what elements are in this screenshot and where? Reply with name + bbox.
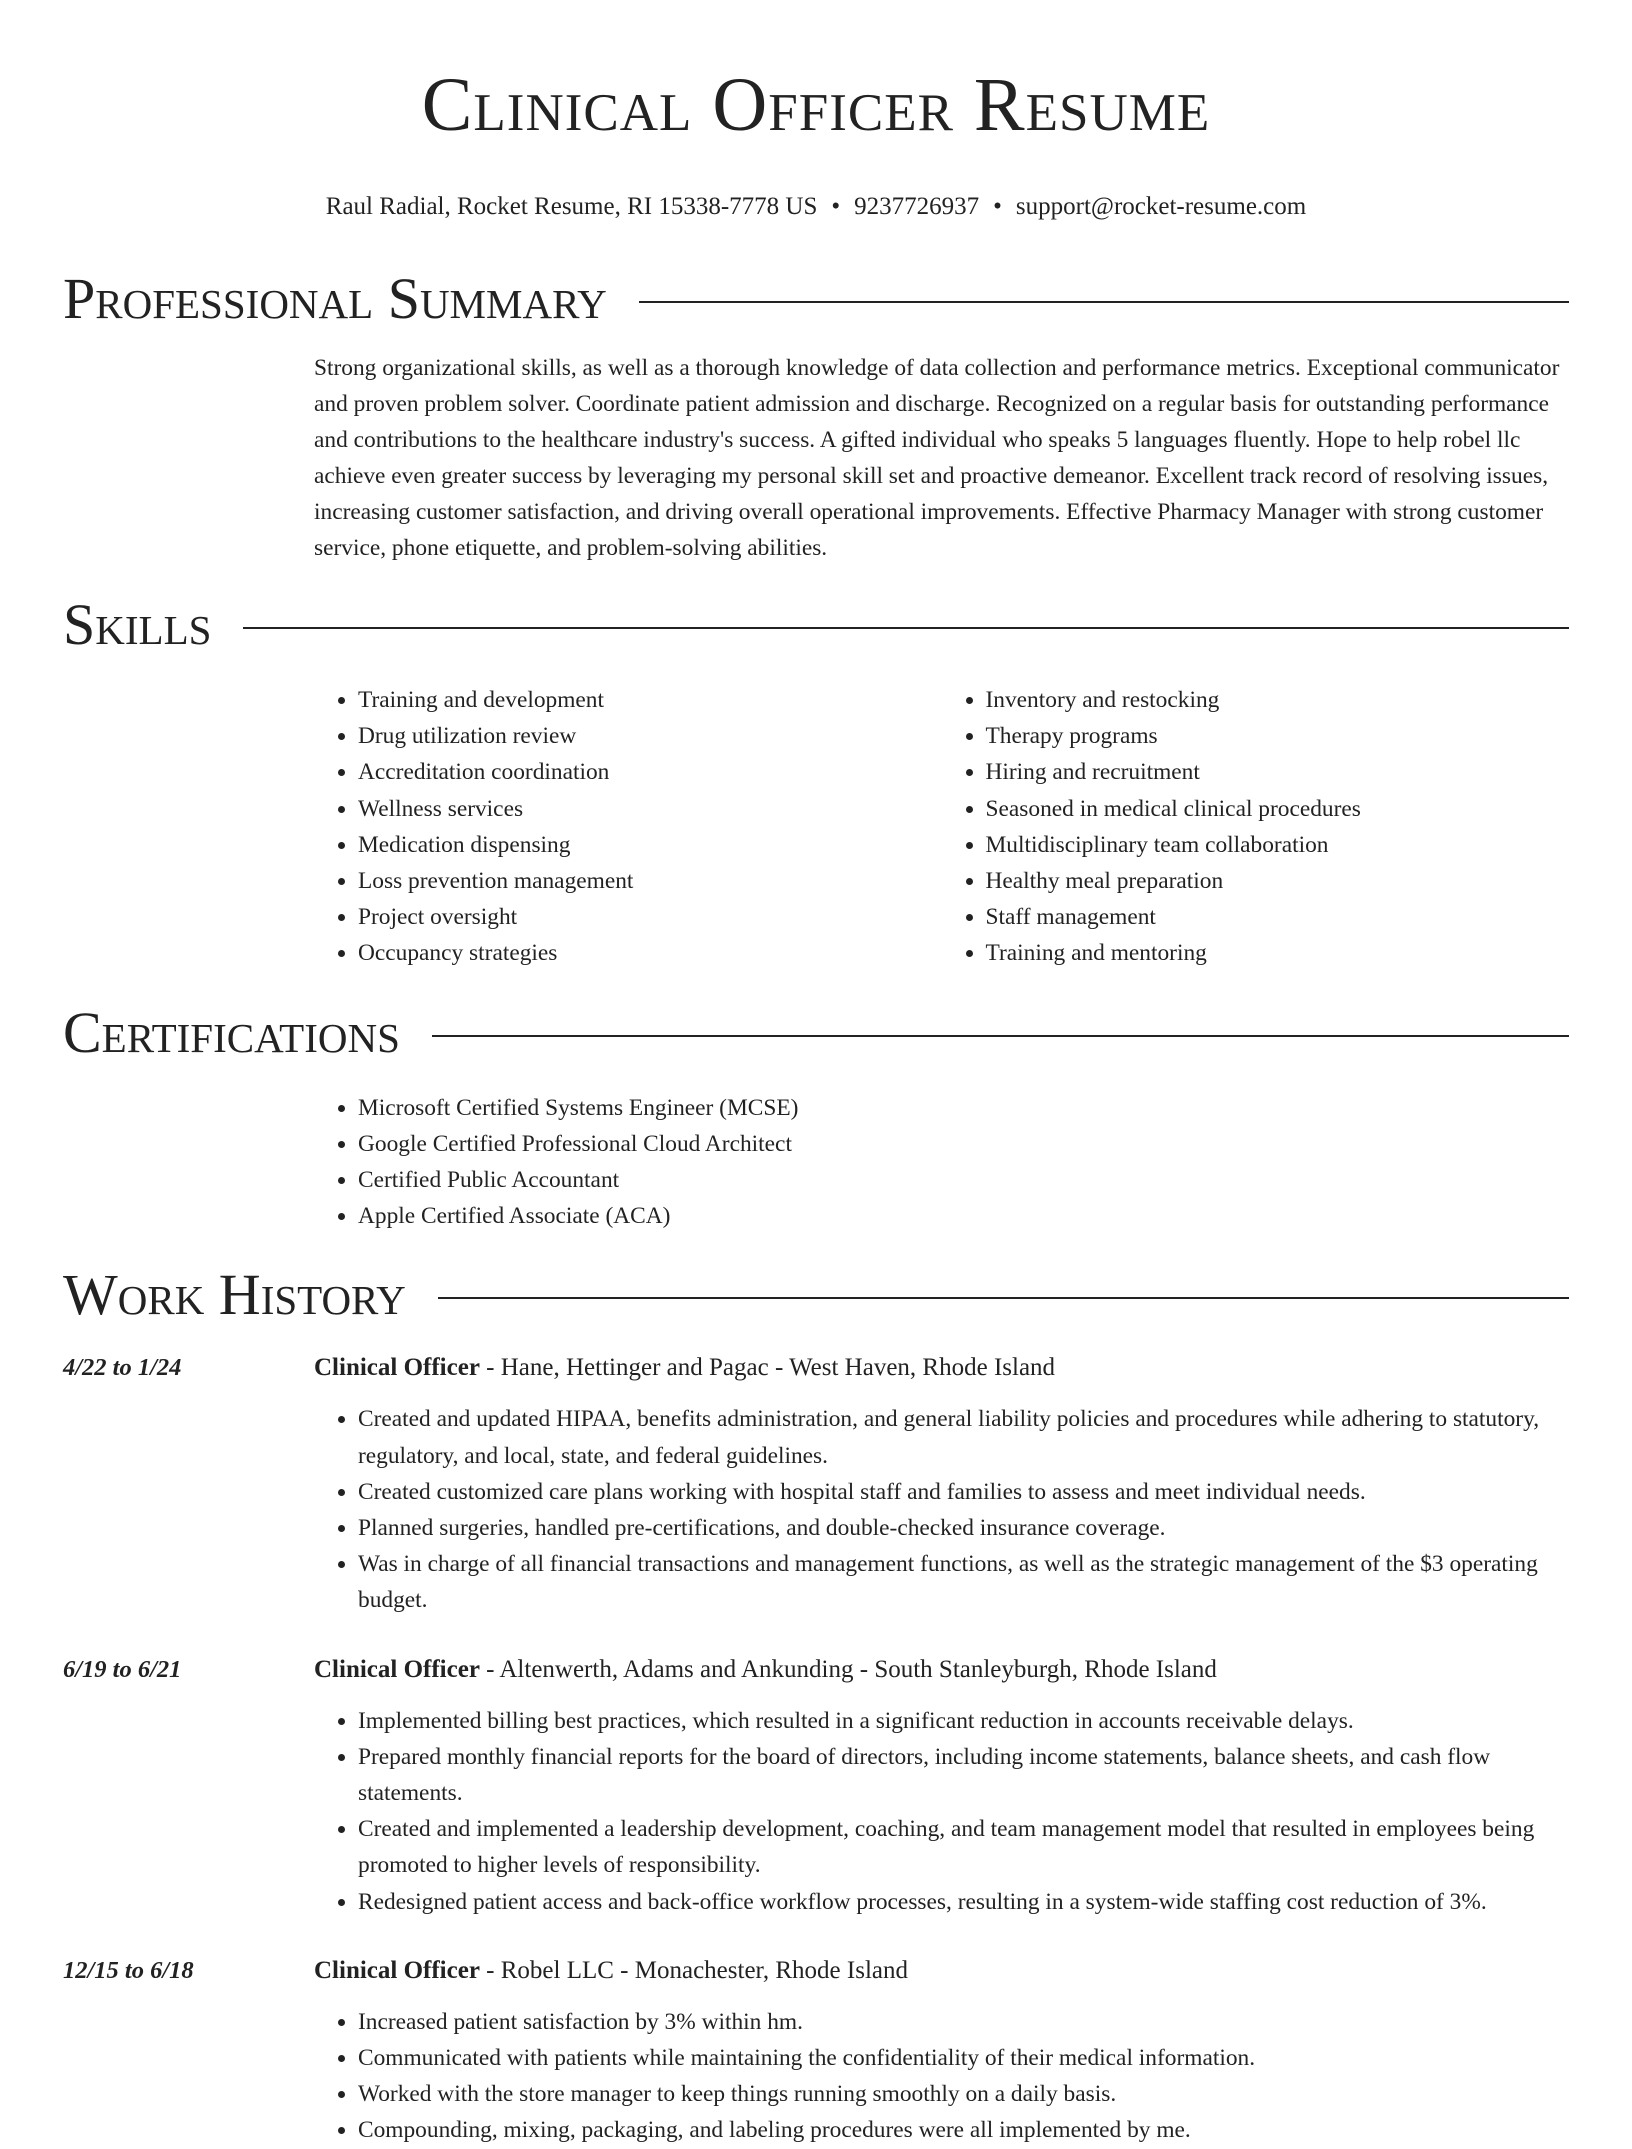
skill-item: • Therapy programs <box>986 718 1570 754</box>
job-body <box>314 1953 1569 2149</box>
resume-title: Clinical Officer Resume <box>421 63 1211 147</box>
job-dates: 4/22 to 1/24 <box>63 1354 182 1382</box>
section-divider <box>243 627 1569 629</box>
skill-item: • Occupancy strategies <box>358 935 942 971</box>
job-entry <box>63 1652 1569 1920</box>
job-title-line <box>314 1350 1569 1386</box>
work-heading: Work History <box>63 1262 406 1328</box>
job-bullet: • Created customized care plans working with hospital staff and families to assess and meet individual needs. <box>358 1474 1569 1510</box>
skill-item: • Wellness services <box>358 791 942 827</box>
work-history-list <box>63 1350 1569 2148</box>
certifications-heading: Certifications <box>63 999 400 1065</box>
job-employer-location: - Hane, Hettinger and Pagac - West Haven, Rhode Island <box>479 1354 1056 1382</box>
job-title-line <box>314 1953 1569 1989</box>
job-entry <box>63 1953 1569 2149</box>
skill-item: • Staff management <box>986 899 1570 935</box>
section-divider <box>432 1035 1569 1037</box>
job-bullet: • Worked with the store manager to keep things running smoothly on a daily basis. <box>358 2076 1569 2112</box>
section-divider <box>639 301 1569 303</box>
skill-item: • Hiring and recruitment <box>986 754 1570 790</box>
contact-line <box>63 192 1569 222</box>
skills-column-right <box>942 682 1570 972</box>
job-bullet: • Increased patient satisfaction by 3% within hm. <box>358 2004 1569 2040</box>
work-section-header <box>63 1260 1569 1330</box>
certifications-section-header <box>63 998 1569 1068</box>
job-role: Clinical Officer <box>314 1655 480 1683</box>
skill-item: • Seasoned in medical clinical procedures <box>986 791 1570 827</box>
job-bullet: • Communicated with patients while maintaining the confidentiality of their medical information. <box>358 2040 1569 2076</box>
skill-item: • Healthy meal preparation <box>986 863 1570 899</box>
skills-list <box>314 682 1569 972</box>
job-bullet: • Implemented billing best practices, which resulted in a significant reduction in accounts receivable delays. <box>358 1703 1569 1739</box>
contact-email: support@rocket-resume.com <box>1015 193 1307 220</box>
job-bullet: • Created and implemented a leadership development, coaching, and team management model that resulted in employees being promoted to higher levels of responsibility. <box>358 1811 1569 1883</box>
job-bullet: • Compounding, mixing, packaging, and labeling procedures were all implemented by me. <box>358 2112 1569 2148</box>
skill-item: • Project oversight <box>358 899 942 935</box>
skill-item: • Inventory and restocking <box>986 682 1570 718</box>
contact-separator: • <box>831 193 841 220</box>
summary-heading: Professional Summary <box>63 266 607 331</box>
job-dates: 6/19 to 6/21 <box>63 1655 182 1683</box>
certification-item: • Google Certified Professional Cloud Architect <box>358 1126 1569 1162</box>
job-dates: 12/15 to 6/18 <box>63 1956 194 1984</box>
contact-separator: • <box>993 193 1002 220</box>
skill-item: • Multidisciplinary team collaboration <box>986 827 1570 863</box>
skill-item: • Training and development <box>358 682 942 718</box>
job-bullet: • Was in charge of all financial transactions and management functions, as well as the strategic management of the $3 operating budget. <box>358 1546 1569 1618</box>
skills-column-left <box>314 682 942 972</box>
job-employer-location: - Robel LLC - Monachester, Rhode Island <box>479 1956 908 1984</box>
skill-item: • Training and mentoring <box>986 935 1570 971</box>
job-bullets <box>314 1401 1569 1618</box>
job-bullet: • Planned surgeries, handled pre-certifications, and double-checked insurance coverage. <box>358 1510 1569 1546</box>
job-title-line <box>314 1652 1569 1688</box>
job-bullets <box>314 1703 1569 1920</box>
certification-item: • Apple Certified Associate (ACA) <box>358 1198 1569 1234</box>
job-bullets <box>314 2004 1569 2149</box>
skill-item: • Drug utilization review <box>358 718 942 754</box>
job-body <box>314 1652 1569 1920</box>
job-bullet: • Redesigned patient access and back-office workflow processes, resulting in a system-wide staffing cost reduction of 3%. <box>358 1884 1569 1920</box>
skills-section-header <box>63 590 1569 660</box>
certifications-list <box>314 1090 1569 1235</box>
summary-section-header <box>63 264 1569 334</box>
contact-address: Raul Radial, Rocket Resume, RI 15338-7778 US <box>325 193 818 220</box>
job-bullet: • Created and updated HIPAA, benefits administration, and general liability policies and procedures while adhering to statutory, regulatory, and local, state, and federal guidelines. <box>358 1401 1569 1473</box>
certification-item: • Microsoft Certified Systems Engineer (MCSE) <box>358 1090 1569 1126</box>
job-role: Clinical Officer <box>314 1354 480 1382</box>
job-bullet: • Prepared monthly financial reports for the board of directors, including income statements, balance sheets, and cash flow statements. <box>358 1739 1569 1811</box>
job-entry <box>63 1350 1569 1618</box>
summary-text: Strong organizational skills, as well as a thorough knowledge of data collection and performance metrics. Exceptional communicator and proven problem solver. Coordinate patient admission and discharge. Recognized on a regular basis for outstanding performance and contributions to the healthcare industry's success. A gifted individual who speaks 5 languages fluently. Hope to help robel llc achieve even greater success by leveraging my personal skill set and proactive demeanor. Excellent track record of resolving issues, increasing customer satisfaction, and driving overall operational improvements. Effective Pharmacy Manager with strong customer service, phone etiquette, and problem-solving abilities. <box>314 355 1560 561</box>
skill-item: • Accreditation coordination <box>358 754 942 790</box>
job-body <box>314 1350 1569 1618</box>
section-divider <box>438 1297 1569 1299</box>
contact-phone: 9237726937 <box>854 193 980 220</box>
skills-heading: Skills <box>63 592 212 657</box>
certification-item: • Certified Public Accountant <box>358 1162 1569 1198</box>
certifications-list-wrap <box>314 1090 1569 1235</box>
job-employer-location: - Altenwerth, Adams and Ankunding - South Stanleyburgh, Rhode Island <box>479 1655 1217 1683</box>
skill-item: • Medication dispensing <box>358 827 942 863</box>
job-role: Clinical Officer <box>314 1956 480 1984</box>
skill-item: • Loss prevention management <box>358 863 942 899</box>
